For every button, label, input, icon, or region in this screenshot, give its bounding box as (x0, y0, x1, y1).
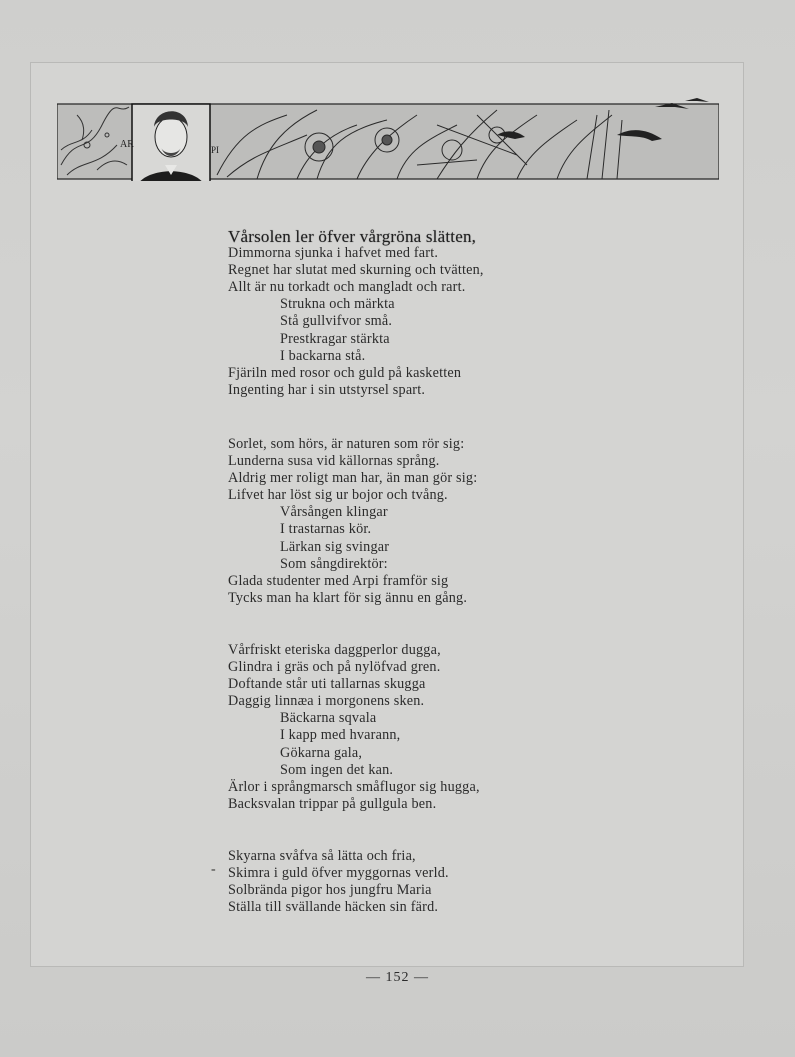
poem-line: Vårsången klingar (280, 504, 388, 521)
poem-line: Vårsolen ler öfver vårgröna slätten, (228, 227, 477, 246)
poem-line: Doftande står uti tallarnas skugga (228, 676, 426, 693)
poem-line: Ärlor i språngmarsch småflugor sig hugga, (228, 778, 480, 795)
poem-line: Fjäriln med rosor och guld på kasketten (228, 364, 462, 381)
poem-line: Som ingen det kan. (280, 761, 394, 778)
poem-line: Aldrig mer roligt man har, än man gör sig: (228, 470, 478, 487)
monogram-text: AR (120, 139, 134, 150)
stanza-4 (228, 848, 588, 916)
poem-line: Skyarna svåfva så lätta och fria, (228, 848, 416, 864)
poem-line: Gökarna gala, (280, 744, 363, 761)
poem-line: Lifvet har löst sig ur bojor och tvång. (228, 487, 448, 504)
stanza-1 (228, 228, 588, 399)
poem-line: Ställa till svällande häcken sin färd. (228, 899, 439, 916)
poem-line: Lunderna susa vid källornas språng. (228, 453, 440, 470)
banner-mark-text: PI (211, 145, 220, 155)
page-number: — 152 — (366, 970, 429, 985)
poem-line: Daggig linnæa i morgonens sken. (228, 693, 425, 710)
poem-line: Sorlet, som hörs, är naturen som rör sig: (228, 436, 465, 452)
portrait-box (132, 104, 210, 181)
stanza-3 (228, 642, 588, 813)
poem-line: I trastarnas kör. (280, 521, 372, 538)
poem-line: I kapp med hvarann, (280, 727, 401, 744)
poem-line: Ingenting har i sin utstyrsel spart. (228, 381, 426, 398)
poem-line: I backarna stå. (280, 347, 366, 364)
stanza-2 (228, 436, 588, 607)
poem-line: Som sångdirektör: (280, 555, 388, 572)
banner-illustration (57, 95, 719, 181)
poem-line: Backsvalan trippar på gullgula ben. (228, 795, 437, 812)
margin-mark: - (211, 862, 216, 877)
poem-line: Solbrända pigor hos jungfru Maria (228, 882, 432, 899)
poem-line: Glindra i gräs och på nylöfvad gren. (228, 659, 441, 676)
poem-line: Dimmorna sjunka i hafvet med fart. (228, 245, 439, 262)
poem-line: Vårfriskt eteriska daggperlor dugga, (228, 642, 441, 658)
poem-line: Stå gullvifvor små. (280, 313, 393, 330)
poem-line: Skimra i guld öfver myggornas verld. (228, 865, 449, 882)
poem-line: Glada studenter med Arpi framför sig (228, 572, 449, 589)
header-illustration-banner (57, 95, 719, 181)
poem-line: Allt är nu torkadt och mangladt och rart. (228, 279, 466, 296)
poem-line: Lärkan sig svingar (280, 538, 390, 555)
poem-line: Tycks man ha klart för sig ännu en gång. (228, 589, 468, 606)
poem-line: Regnet har slutat med skurning och tvätten, (228, 262, 484, 279)
poem-line: Prestkragar stärkta (280, 330, 390, 347)
poem-line: Strukna och märkta (280, 296, 395, 313)
poem-line: Bäckarna sqvala (280, 710, 377, 727)
